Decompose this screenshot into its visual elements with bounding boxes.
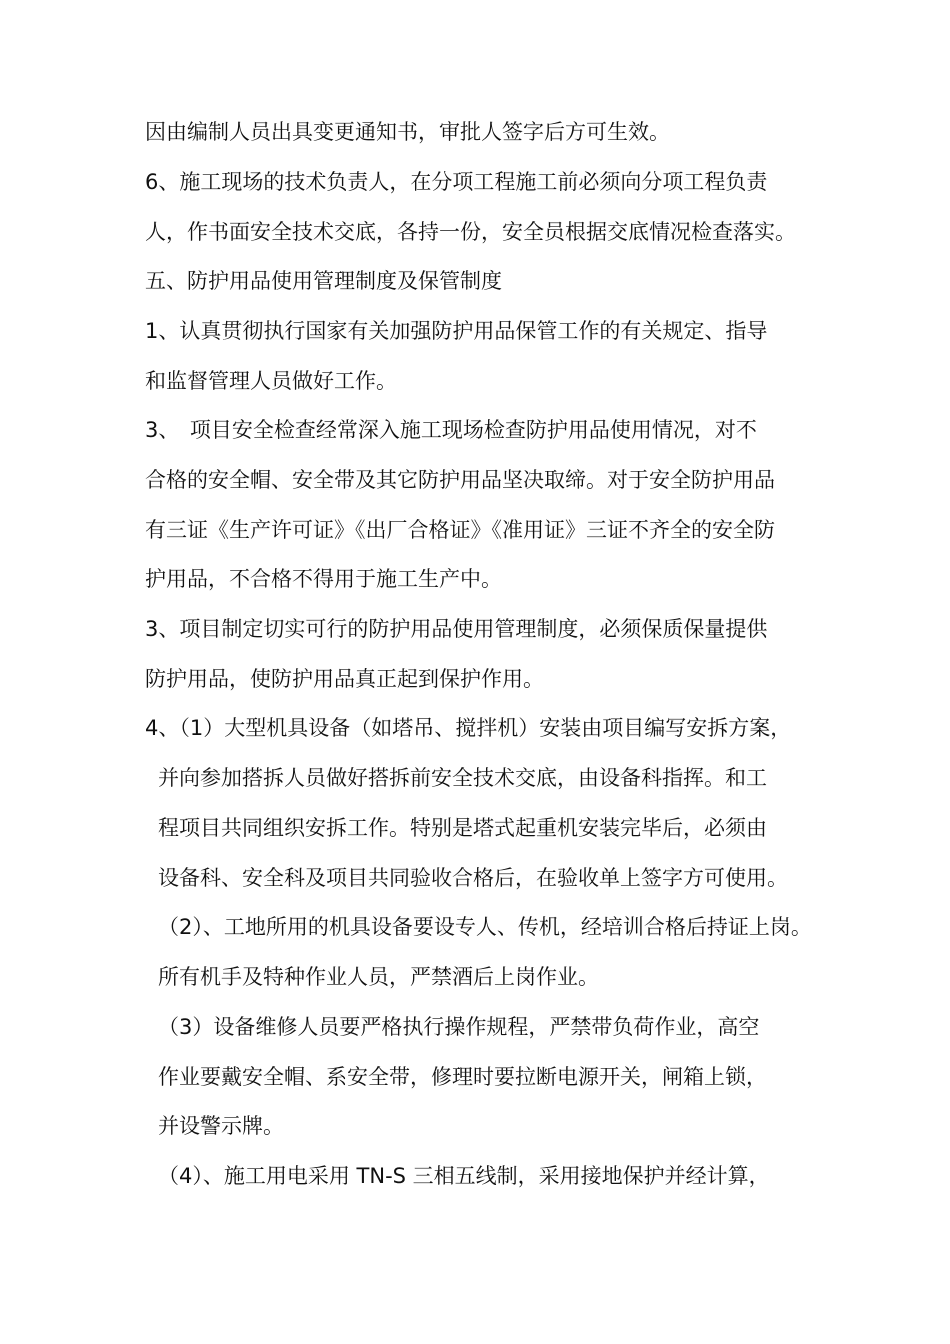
text-line: 6、施工现场的技术负责人，在分项工程施工前必须向分项工程负责 [145, 170, 768, 194]
text-line: 1、认真贯彻执行国家有关加强防护用品保管工作的有关规定、指导 [145, 319, 768, 343]
text-line: 有三证《生产许可证》《出厂合格证》《准用证》三证不齐全的安全防 [145, 518, 775, 542]
text-line: 程项目共同组织安拆工作。特别是塔式起重机安装完毕后，必须由 [158, 816, 767, 840]
text-line: 设备科、安全科及项目共同验收合格后，在验收单上签字方可使用。 [158, 866, 788, 890]
text-line: 并设警示牌。 [158, 1114, 284, 1138]
text-line: 护用品，不合格不得用于施工生产中。 [145, 567, 502, 591]
text-line: 4、（1）大型机具设备（如塔吊、搅拌机）安装由项目编写安拆方案， [145, 716, 792, 740]
text-line: 和监督管理人员做好工作。 [145, 369, 397, 393]
text-line: 合格的安全帽、安全带及其它防护用品坚决取缔。对于安全防护用品 [145, 468, 775, 492]
text-line: 3、项目制定切实可行的防护用品使用管理制度，必须保质保量提供 [145, 617, 768, 641]
text-line: 并向参加搭拆人员做好搭拆前安全技术交底，由设备科指挥。和工 [158, 766, 767, 790]
text-line: 防护用品，使防护用品真正起到保护作用。 [145, 667, 544, 691]
text-line: 3、 项目安全检查经常深入施工现场检查防护用品使用情况，对不 [145, 418, 757, 442]
text-line: 所有机手及特种作业人员，严禁酒后上岗作业。 [158, 965, 599, 989]
section-heading: 五、防护用品使用管理制度及保管制度 [145, 269, 502, 293]
text-line: 因由编制人员出具变更通知书，审批人签字后方可生效。 [145, 120, 670, 144]
text-line: 人，作书面安全技术交底，各持一份，安全员根据交底情况检查落实。 [145, 220, 796, 244]
text-line: （3）设备维修人员要严格执行操作规程，严禁带负荷作业，高空 [158, 1015, 760, 1039]
text-line: （2）、工地所用的机具设备要设专人、传机，经培训合格后持证上岗。 [158, 915, 812, 939]
text-line: （4）、施工用电采用 TN-S 三相五线制，采用接地保护并经计算， [158, 1164, 770, 1188]
text-line: 作业要戴安全帽、系安全带，修理时要拉断电源开关，闸箱上锁， [158, 1065, 767, 1089]
